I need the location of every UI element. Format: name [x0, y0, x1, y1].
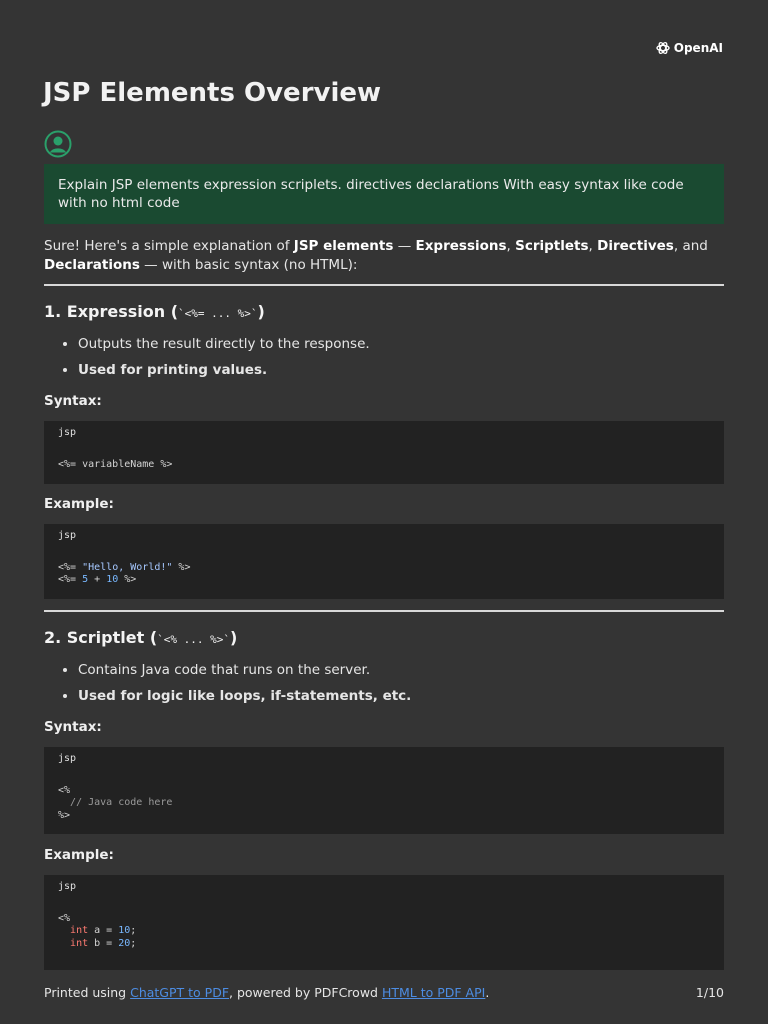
- code-line: [58, 574, 136, 585]
- code-line: %>: [58, 809, 71, 821]
- section-heading: [44, 302, 724, 321]
- code-keyword: int: [70, 937, 89, 949]
- syntax-label: Syntax:: [44, 719, 102, 735]
- code-keyword: int: [70, 925, 89, 936]
- chatgpt-to-pdf-link[interactable]: ChatGPT to PDF: [130, 985, 230, 1000]
- section-divider: [44, 610, 724, 612]
- footer-text: Printed using: [44, 985, 131, 1000]
- list-item: • Used for printing values.: [78, 361, 724, 379]
- heading-text: ): [257, 302, 265, 321]
- code-line: <%: [58, 784, 71, 796]
- code-token: <%=: [58, 574, 83, 585]
- code-token: <%=: [58, 561, 83, 573]
- example-label: Example:: [44, 496, 114, 512]
- bullet-list: [44, 335, 724, 379]
- heading-text: ): [230, 628, 238, 647]
- page-footer: [44, 985, 724, 1000]
- section-divider: [44, 284, 724, 286]
- syntax-label: Syntax:: [44, 393, 102, 409]
- code-line: <%: [58, 912, 71, 924]
- bullet-list: [44, 661, 724, 705]
- code-language: jsp: [58, 881, 77, 892]
- code-token: b =: [88, 937, 119, 949]
- code-token: +: [88, 574, 107, 585]
- code-block: [44, 875, 724, 970]
- assistant-response: [44, 237, 724, 970]
- section-heading: [44, 628, 724, 647]
- code-block: [44, 747, 724, 834]
- code-comment: // Java code here: [70, 797, 173, 808]
- logo-text: OpenAI: [673, 41, 723, 55]
- code-number: 10: [106, 574, 119, 585]
- intro-bold: Expressions: [415, 238, 507, 254]
- prompt-text: Explain JSP elements expression scriplets. directives declarations With easy syntax like code with no html code: [58, 177, 684, 211]
- code-line: [70, 925, 136, 936]
- intro-bold: Declarations: [44, 257, 140, 273]
- heading-text: 2. Scriptlet (: [44, 628, 158, 647]
- code-language: jsp: [58, 530, 77, 541]
- code-number: 10: [118, 925, 131, 936]
- code-token: ;: [130, 937, 137, 949]
- code-block: [44, 524, 724, 599]
- list-item: • Used for logic like loops, if-statements, etc.: [78, 687, 724, 705]
- intro-text: ,: [588, 238, 598, 254]
- intro-paragraph: [44, 237, 724, 275]
- code-token: ;: [130, 925, 137, 936]
- list-item: • Contains Java code that runs on the server.: [78, 661, 724, 679]
- example-label: Example:: [44, 847, 114, 863]
- code-language: jsp: [58, 427, 77, 438]
- heading-code: `<% ... %>`: [157, 633, 230, 646]
- code-token: %>: [118, 574, 137, 585]
- code-line: [70, 938, 136, 949]
- intro-bold: Directives: [597, 238, 674, 254]
- code-language: jsp: [58, 753, 77, 764]
- footer-text: , powered by PDFCrowd: [229, 985, 382, 1000]
- code-number: 20: [118, 937, 131, 949]
- footer-text: .: [485, 985, 490, 1000]
- code-token: %>: [172, 561, 191, 573]
- page-title: JSP Elements Overview: [43, 78, 382, 108]
- code-string: "Hello, World!": [82, 561, 173, 573]
- heading-text: 1. Expression (: [44, 302, 179, 321]
- code-token: a =: [88, 925, 119, 936]
- intro-bold: Scriptlets: [515, 238, 589, 254]
- intro-text: Sure! Here's a simple explanation of: [44, 238, 294, 254]
- intro-bold: JSP elements: [293, 238, 394, 254]
- code-line: [58, 562, 190, 573]
- code-line: <%= variableName %>: [58, 458, 173, 470]
- page-number: 1/10: [695, 985, 724, 1000]
- code-block: [44, 421, 724, 484]
- footer-credit: [44, 985, 489, 1000]
- html-to-pdf-api-link[interactable]: HTML to PDF API: [381, 985, 486, 1000]
- intro-text: —: [393, 238, 416, 254]
- intro-text: , and: [673, 238, 708, 254]
- list-item: • Outputs the result directly to the response.: [78, 335, 724, 353]
- code-number: 5: [82, 574, 89, 585]
- intro-text: ,: [506, 238, 516, 254]
- user-prompt: [44, 164, 724, 224]
- intro-text: — with basic syntax (no HTML):: [139, 257, 358, 273]
- user-avatar-icon: [44, 130, 72, 158]
- openai-icon: [655, 40, 671, 56]
- heading-code: `<%= ... %>`: [178, 307, 258, 320]
- openai-logo: [655, 40, 723, 56]
